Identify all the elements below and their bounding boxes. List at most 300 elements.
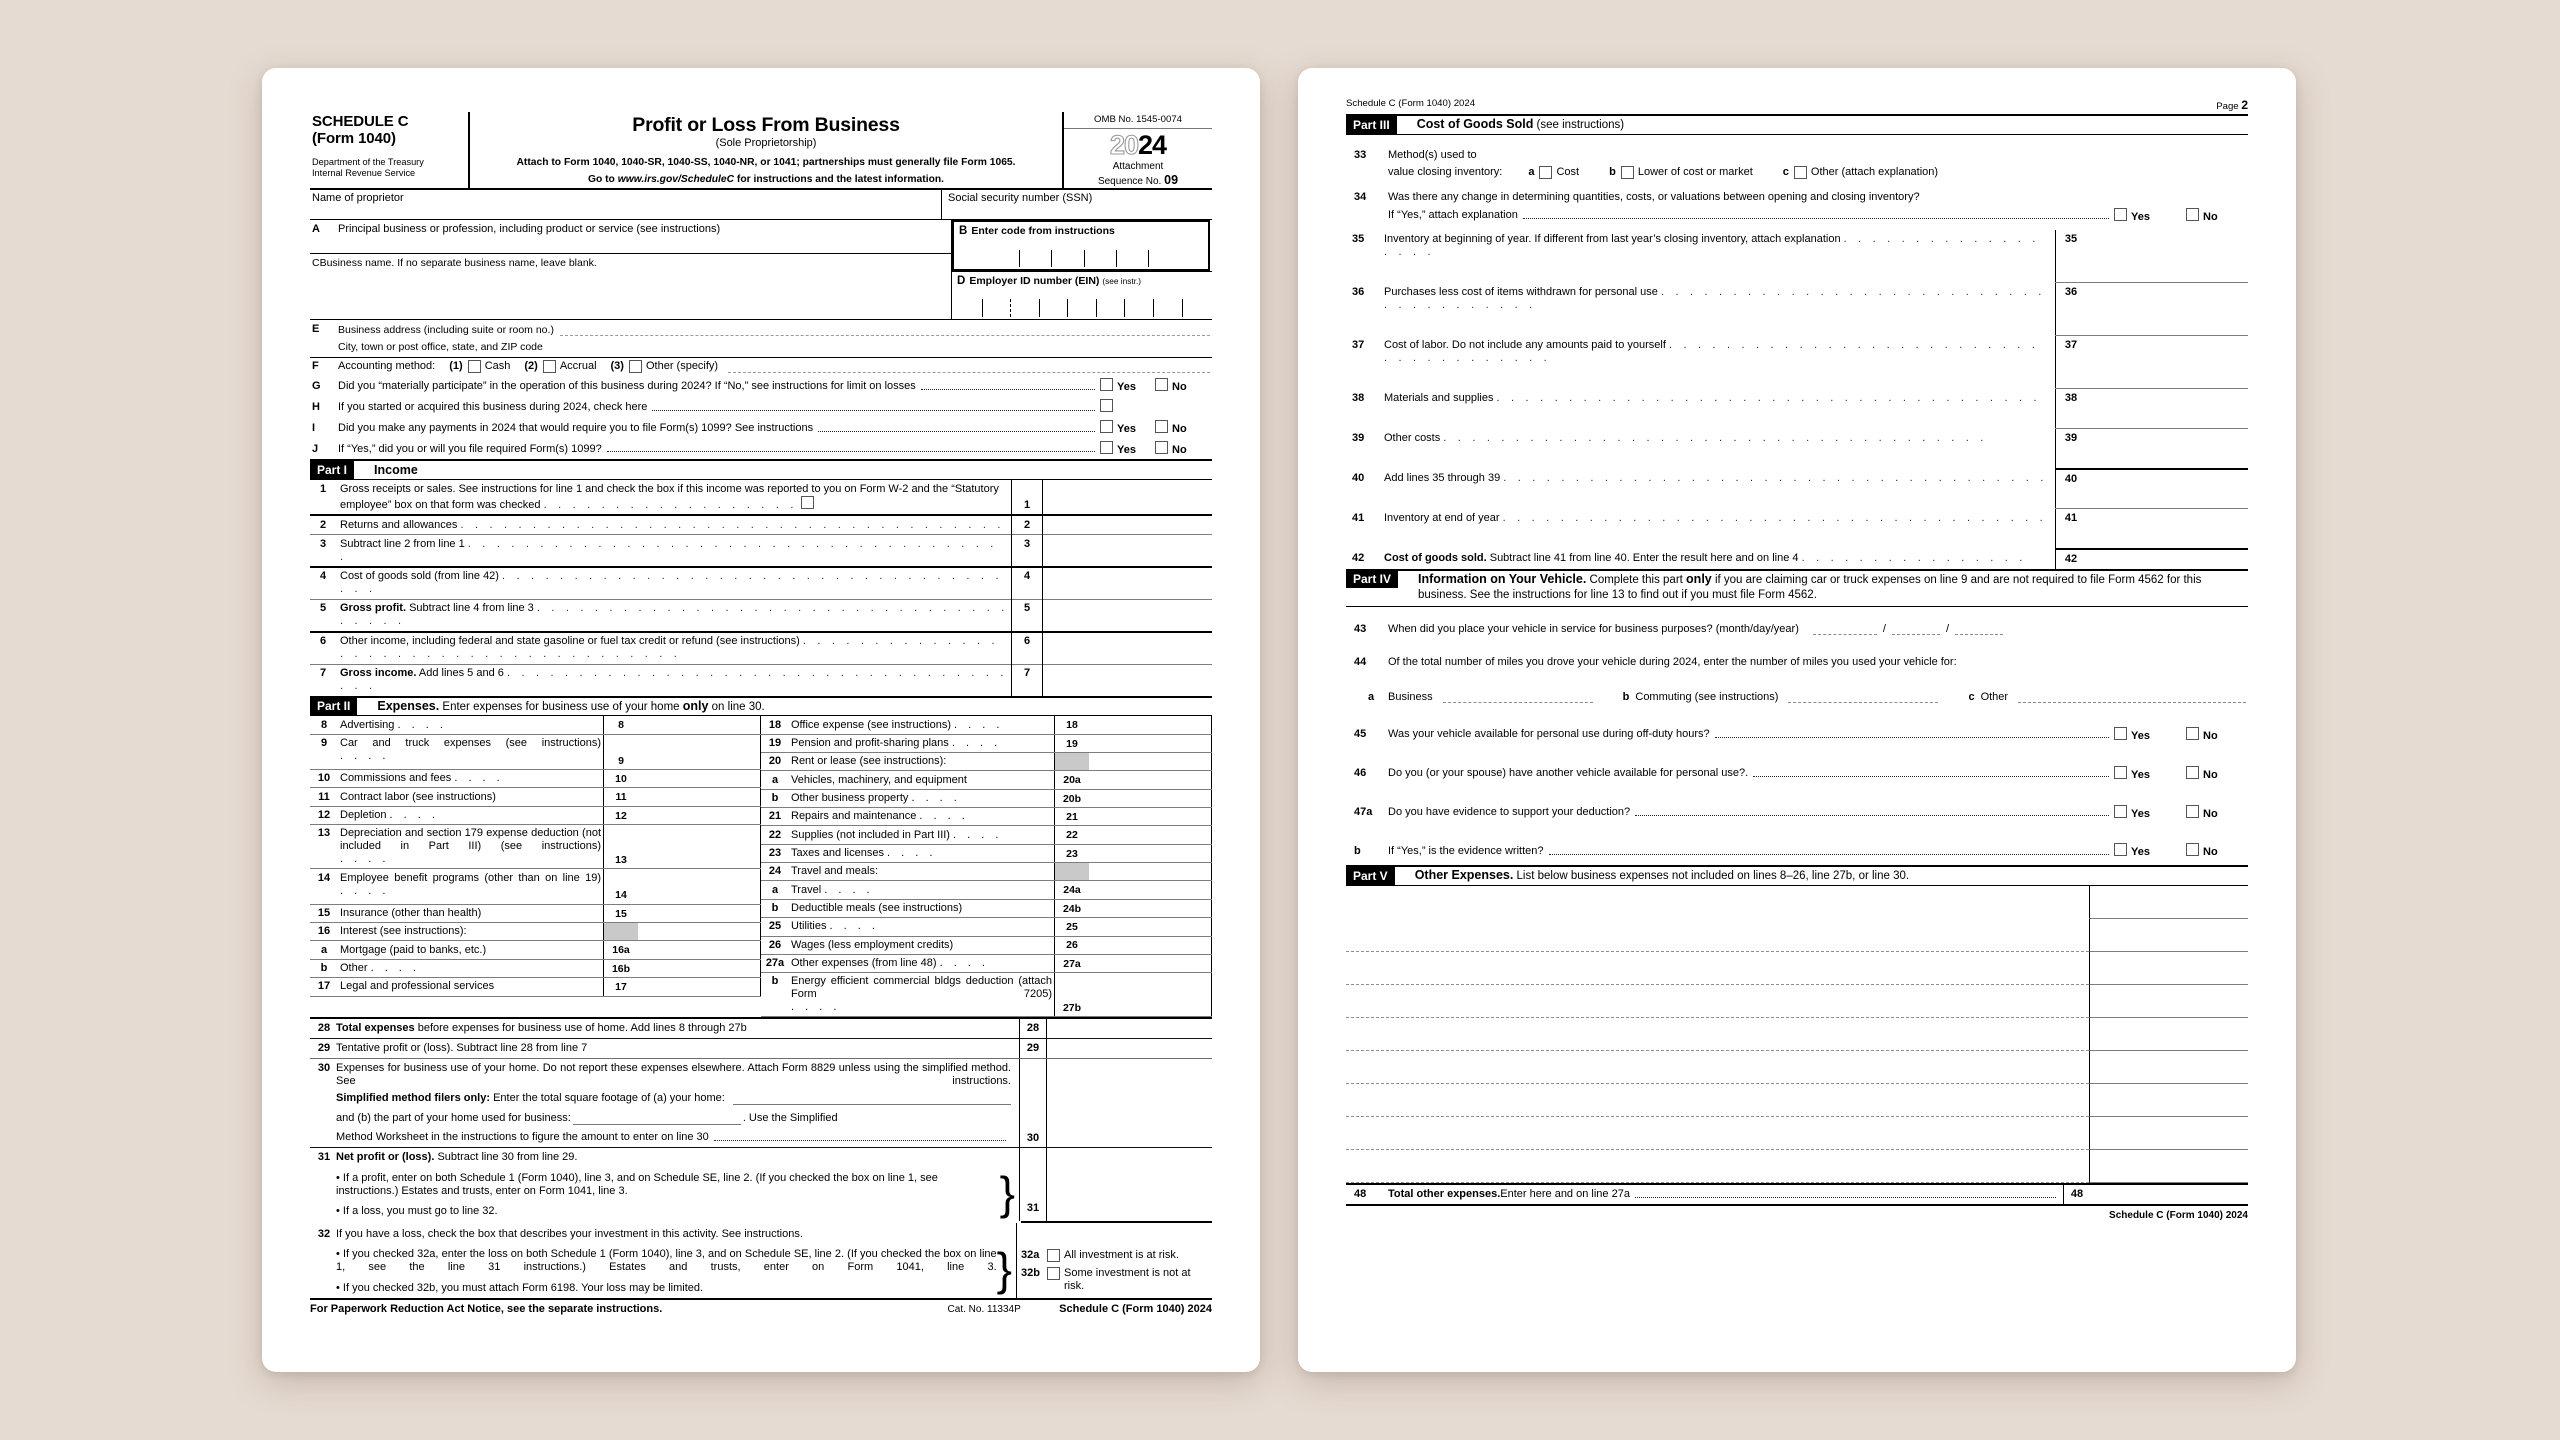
cogs-row-amount-field[interactable] xyxy=(2086,389,2248,429)
other-expense-description-input[interactable] xyxy=(1346,886,2089,919)
commuting-miles-input[interactable] xyxy=(1788,691,1938,703)
line-32-bullet-2: • If you checked 32b, you must attach Form 6198. Your loss may be limited. xyxy=(336,1282,704,1295)
other-expense-entry-row[interactable] xyxy=(1346,1018,2248,1051)
expense-row-left xyxy=(310,806,761,824)
other-expense-description-input[interactable] xyxy=(1346,1150,2089,1183)
income-row-amount-field[interactable] xyxy=(1043,515,1213,534)
other-expense-entry-row[interactable] xyxy=(1346,1150,2248,1183)
other-expense-amount-input[interactable] xyxy=(2089,1117,2248,1150)
item-f-opt3-num: (3) xyxy=(610,360,624,373)
part-4-title-rest-2: if you are claiming car or truck expenses on line 9 and are not required to file Form 4562 for this business. See the instructions for line 13 to find out if you must file Form 4562. xyxy=(1418,573,2202,602)
income-row-amount-field[interactable] xyxy=(1043,535,1213,567)
part-2-title-bold: Expenses. xyxy=(377,698,440,713)
vehicle-question-row xyxy=(1346,710,2248,749)
other-expense-entry-row[interactable] xyxy=(1346,952,2248,985)
line-34-number: 34 xyxy=(1354,190,1367,203)
accounting-method-accrual-checkbox[interactable] xyxy=(543,360,556,373)
income-row-code: 1 xyxy=(1012,480,1043,515)
income-row-number: 7 xyxy=(310,664,338,696)
accounting-method-other-checkbox[interactable] xyxy=(629,360,642,373)
line-47b-no-checkbox[interactable] xyxy=(2186,843,2199,856)
expense-row-amount-field[interactable] xyxy=(1089,753,1212,771)
item-i-yes-checkbox[interactable] xyxy=(1100,420,1113,433)
expense-row-amount-field[interactable] xyxy=(1089,954,1212,972)
line-44b-label: Commuting (see instructions) xyxy=(1635,690,1779,703)
part-4-title xyxy=(1418,571,2248,606)
expense-row-amount-field[interactable] xyxy=(638,716,761,734)
line-33-text-2: value closing inventory: xyxy=(1388,165,1503,178)
expense-row-left xyxy=(310,904,761,922)
line-31-amount-field[interactable] xyxy=(1047,1148,1212,1221)
expense-row-amount-field[interactable] xyxy=(1089,844,1212,862)
line-43-number: 43 xyxy=(1354,622,1367,635)
expense-row-amount-field[interactable] xyxy=(638,734,761,769)
expense-row-number: 27a xyxy=(761,954,789,972)
abcd-right xyxy=(952,220,1212,319)
header-right-block xyxy=(1064,112,1212,188)
part-1-income-table xyxy=(310,480,1212,697)
expense-row-right xyxy=(761,844,1212,862)
item-b-code-cells[interactable] xyxy=(988,250,1180,267)
item-g-yes-checkbox[interactable] xyxy=(1100,378,1113,391)
other-expense-amount-input[interactable] xyxy=(2089,1051,2248,1084)
name-of-proprietor-field[interactable] xyxy=(310,190,941,219)
expense-row-code: 24a xyxy=(1055,881,1090,899)
form-subtitle: (Sole Proprietorship) xyxy=(715,137,817,149)
line-48-row xyxy=(1346,1185,2248,1204)
expense-row-code: 20b xyxy=(1055,789,1090,807)
part-2-title xyxy=(377,699,764,715)
line-32b-checkbox[interactable] xyxy=(1047,1267,1060,1280)
line-30-b-rest: . Use the Simplified xyxy=(742,1112,838,1125)
expense-row-code: 12 xyxy=(604,806,639,824)
line-31-bullet-2: • If a loss, you must go to line 32. xyxy=(336,1205,498,1218)
other-expense-amount-input[interactable] xyxy=(2089,952,2248,985)
leader-dots xyxy=(1635,1188,2056,1198)
line-31-number: 31 xyxy=(317,1151,331,1164)
expense-row-right xyxy=(761,918,1212,936)
expense-row-code: 15 xyxy=(604,904,639,922)
expense-row-left xyxy=(310,959,761,977)
expense-row-amount-field[interactable] xyxy=(1089,936,1212,954)
line-47b-no-label: No xyxy=(2203,846,2218,859)
dept-line-2: Internal Revenue Service xyxy=(312,167,416,178)
line-44a-letter: a xyxy=(1367,690,1375,703)
line-43-row: 43 When did you place your vehicle in service for business purposes? (month/day/year) / / xyxy=(1346,607,2248,642)
other-expense-entry-row[interactable] xyxy=(1346,919,2248,952)
vehicle-question-row xyxy=(1346,749,2248,788)
expense-row-left xyxy=(310,923,761,941)
income-row-code: 4 xyxy=(1012,567,1043,599)
expense-row-number: b xyxy=(761,899,789,917)
expense-row-left xyxy=(310,941,761,959)
expense-row-number: b xyxy=(761,789,789,807)
page1-footer-right: Schedule C (Form 1040) 2024 xyxy=(1059,1303,1212,1316)
expense-row-number: 11 xyxy=(310,788,338,806)
line-47a-no-checkbox[interactable] xyxy=(2186,805,2199,818)
expense-row-label: Depreciation and section 179 expense deduction (not included in Part III) (see instructions) . . . . xyxy=(338,825,604,869)
cogs-row xyxy=(1346,509,2248,549)
item-f-opt1-num: (1) xyxy=(449,360,463,373)
leader-dots xyxy=(1635,806,2109,816)
income-row-code: 7 xyxy=(1012,664,1043,696)
expense-row-label: Travel . . . . xyxy=(789,881,1055,899)
line-32b-code: 32b xyxy=(1021,1267,1040,1280)
expense-row-code: 27a xyxy=(1055,954,1090,972)
expense-row-amount-field[interactable] xyxy=(638,869,761,904)
item-e-input-line[interactable] xyxy=(560,323,1210,336)
cogs-row-amount-field[interactable] xyxy=(2086,283,2248,336)
expense-row-amount-field[interactable] xyxy=(1089,771,1212,789)
expense-row-label: Supplies (not included in Part III) . . . . xyxy=(789,826,1055,844)
expense-row-left xyxy=(310,788,761,806)
item-i-label: Did you make any payments in 2024 that would require you to file Form(s) 1099? See instructions xyxy=(338,421,814,434)
expense-row-right xyxy=(761,826,1212,844)
line-34-text-1: Was there any change in determining quantities, costs, or valuations between opening and closing inventory? xyxy=(1388,190,1920,203)
line-30-code-cell xyxy=(1019,1059,1047,1147)
business-square-footage-input[interactable] xyxy=(573,1112,741,1125)
vehicle-question-number: b xyxy=(1354,844,1361,857)
line-34-no-checkbox[interactable] xyxy=(2186,208,2199,221)
cogs-row-number: 37 xyxy=(1352,338,1365,351)
item-a-row[interactable] xyxy=(310,220,951,253)
line-32a-checkbox[interactable] xyxy=(1047,1249,1060,1262)
item-j-no-checkbox[interactable] xyxy=(1155,441,1168,454)
expense-row-amount-field[interactable] xyxy=(1089,863,1212,881)
expense-row-number: 24 xyxy=(761,863,789,881)
expense-row-number: 9 xyxy=(310,734,338,769)
cogs-row-amount-field[interactable] xyxy=(2086,429,2248,469)
expenses-left-table xyxy=(310,716,761,996)
item-j-label: If “Yes,” did you or will you file required Form(s) 1099? xyxy=(338,442,602,455)
line-28-row xyxy=(310,1017,1212,1038)
expense-row-amount-field[interactable] xyxy=(1089,734,1212,752)
expense-row-amount-field[interactable] xyxy=(1089,716,1212,734)
line-29-number: 29 xyxy=(317,1042,331,1055)
other-expense-description-input[interactable] xyxy=(1346,952,2089,985)
cogs-row-label: Purchases less cost of items withdrawn for personal use . . . . . . . . . . . . . . . . . . . . . . . . . . . . . . . . . . . . . . xyxy=(1384,285,2046,311)
schedule-c-page-2 xyxy=(1298,68,2296,1372)
line-45-no-label: No xyxy=(2203,729,2218,742)
income-row-amount-field[interactable] xyxy=(1043,632,1213,664)
part-2-title-only: only xyxy=(682,698,709,713)
expense-row-amount-field[interactable] xyxy=(638,923,761,941)
item-f-opt1-label: Cash xyxy=(484,360,511,373)
irs-url[interactable]: www.irs.gov/ScheduleC xyxy=(617,174,735,186)
item-d-label: Employer ID number (EIN) xyxy=(969,275,1100,288)
cogs-row xyxy=(1346,283,2248,336)
item-d-box[interactable] xyxy=(952,271,1212,319)
expense-row-code: 19 xyxy=(1055,734,1090,752)
other-expense-entry-row[interactable] xyxy=(1346,886,2248,919)
catalog-number: Cat. No. 11334P xyxy=(947,1304,1021,1316)
schedule-c-page-1 xyxy=(262,68,1260,1372)
cogs-row-amount-field[interactable] xyxy=(2086,469,2248,509)
line-44c-letter: c xyxy=(1968,690,1975,703)
expense-row-number: 23 xyxy=(761,844,789,862)
abcd-left xyxy=(310,220,952,319)
expense-row-code: 25 xyxy=(1055,918,1090,936)
item-a-label: Principal business or profession, including product or service (see instructions) xyxy=(338,223,721,236)
line-33-c-label: Other (attach explanation) xyxy=(1810,165,1939,178)
line-30-text: Expenses for business use of your home. Do not report these expenses elsewhere. Attach Form 8829 unless using the simplified method. See instructions. xyxy=(336,1062,1011,1088)
part-5-banner xyxy=(1346,865,2248,886)
line-34-yes-checkbox[interactable] xyxy=(2114,208,2127,221)
expense-row-code: 24b xyxy=(1055,899,1090,917)
other-expense-amount-input[interactable] xyxy=(2089,985,2248,1018)
item-g-no-checkbox[interactable] xyxy=(1155,378,1168,391)
vehicle-question-row xyxy=(1346,826,2248,865)
part-4-title-only: only xyxy=(1686,571,1712,586)
other-expense-amount-input[interactable] xyxy=(2089,1018,2248,1051)
expense-row-amount-field[interactable] xyxy=(638,978,761,996)
part-3-banner xyxy=(1346,114,2248,135)
other-expense-amount-input[interactable] xyxy=(2089,886,2248,919)
expense-row-code: 10 xyxy=(604,770,639,788)
item-c-letter: C xyxy=(312,257,320,270)
item-d-ein-cells[interactable] xyxy=(954,299,1210,317)
other-expense-entry-row[interactable] xyxy=(1346,1117,2248,1150)
line-30-c-text: Method Worksheet in the instructions to figure the amount to enter on line 30 xyxy=(336,1131,709,1144)
cogs-row-label: Other costs . . . . . . . . . . . . . . . . . . . . . . . . . . . . . . . . . . . . . . xyxy=(1384,431,1988,444)
expense-row-number: 21 xyxy=(761,808,789,826)
expense-row-number: 16 xyxy=(310,923,338,941)
expense-row-number: 14 xyxy=(310,869,338,904)
home-square-footage-input[interactable] xyxy=(733,1092,1011,1105)
part-4-banner xyxy=(1346,569,2248,607)
item-g-yes-label: Yes xyxy=(1117,381,1136,394)
line-46-no-checkbox[interactable] xyxy=(2186,766,2199,779)
income-row-number: 2 xyxy=(310,515,338,534)
expense-row-amount-field[interactable] xyxy=(1089,808,1212,826)
expense-row-label: Other . . . . xyxy=(338,959,604,977)
cogs-row xyxy=(1346,230,2248,283)
line-45-yes-checkbox[interactable] xyxy=(2114,727,2127,740)
ssn-field[interactable] xyxy=(941,190,1212,219)
part-2-tag: Part II xyxy=(310,698,357,716)
expense-row-amount-field[interactable] xyxy=(1089,899,1212,917)
expense-row-amount-field[interactable] xyxy=(638,959,761,977)
expense-row-label: Taxes and licenses . . . . xyxy=(789,844,1055,862)
part-3-title xyxy=(1417,117,1624,133)
leader-dots xyxy=(652,401,1095,411)
other-expense-entry-row[interactable] xyxy=(1346,1051,2248,1084)
cogs-row-label: Cost of labor. Do not include any amounts paid to yourself . . . . . . . . . . . . . . . . . . . . . . . . . . . . . . . . . . . . . . xyxy=(1384,338,2040,364)
other-expense-amount-input[interactable] xyxy=(2089,1150,2248,1183)
expense-row-code: 16a xyxy=(604,941,639,959)
expense-row-label: Repairs and maintenance . . . . xyxy=(789,808,1055,826)
expense-row-label: Insurance (other than health) xyxy=(338,904,604,922)
leader-dots xyxy=(1753,767,2109,777)
business-miles-input[interactable] xyxy=(1443,691,1593,703)
line-43-text: When did you place your vehicle in service for business purposes? (month/day/year) xyxy=(1388,622,1799,635)
cogs-row-code: 35 xyxy=(2056,230,2087,283)
leader-dots xyxy=(714,1131,1006,1141)
other-expense-amount-input[interactable] xyxy=(2089,919,2248,952)
line-46-no-label: No xyxy=(2203,768,2218,781)
line-48-code: 48 xyxy=(2063,1185,2090,1204)
cogs-row-label: Cost of goods sold. Subtract line 41 from line 40. Enter the result here and on line 4 . . . . . . . . . . . . . . . . xyxy=(1384,551,2027,564)
leader-dots xyxy=(1549,845,2109,855)
other-expense-description-input[interactable] xyxy=(1346,1117,2089,1150)
tax-year-suffix: 24 xyxy=(1138,130,1167,161)
line-48-amount-field[interactable] xyxy=(2090,1185,2248,1204)
page2-header xyxy=(1346,98,2248,114)
expense-row-number: 25 xyxy=(761,918,789,936)
part-4-questions xyxy=(1346,710,2248,866)
part-1-title: Income xyxy=(374,462,418,477)
vehicle-service-month-input[interactable] xyxy=(1813,623,1877,635)
other-expense-amount-input[interactable] xyxy=(2089,1084,2248,1117)
line-30-code: 30 xyxy=(1026,1132,1040,1145)
cogs-row-label: Materials and supplies . . . . . . . . . . . . . . . . . . . . . . . . . . . . . . . . . . . . . . xyxy=(1384,391,2041,404)
expense-row-label: Commissions and fees . . . . xyxy=(338,770,604,788)
item-e-row[interactable] xyxy=(310,319,1212,338)
expense-row-right xyxy=(761,789,1212,807)
part-5-title-bold: Other Expenses. xyxy=(1414,868,1514,883)
line-28-text: before expenses for business use of home. Add lines 8 through 27b xyxy=(414,1022,747,1035)
part-1-banner xyxy=(310,459,1212,480)
line-44a-label: Business xyxy=(1388,690,1433,703)
line-31-bold: Net profit or (loss). xyxy=(336,1151,435,1164)
item-b-label: Enter code from instructions xyxy=(971,225,1115,238)
inventory-method-lower-checkbox[interactable] xyxy=(1621,166,1634,179)
expense-row-label: Vehicles, machinery, and equipment xyxy=(789,771,1055,789)
expense-row-right xyxy=(761,899,1212,917)
item-e-letter: E xyxy=(312,323,320,336)
item-b-box[interactable] xyxy=(952,220,1210,271)
expense-row-label: Energy efficient commercial bldgs deduction (attach Form 7205) . . . . xyxy=(789,973,1055,1017)
line-30-amount-field[interactable] xyxy=(1047,1059,1212,1147)
other-expense-description-input[interactable] xyxy=(1346,1051,2089,1084)
inventory-method-cost-checkbox[interactable] xyxy=(1539,166,1552,179)
expense-row-code: 11 xyxy=(604,788,639,806)
income-row xyxy=(310,567,1212,599)
expense-row-amount-field[interactable] xyxy=(1089,881,1212,899)
expense-row-amount-field[interactable] xyxy=(638,788,761,806)
line-46-yes-checkbox[interactable] xyxy=(2114,766,2127,779)
cogs-row xyxy=(1346,549,2248,569)
item-c-row[interactable] xyxy=(310,253,951,286)
accounting-method-other-input[interactable] xyxy=(728,360,1210,373)
cogs-row-amount-field[interactable] xyxy=(2086,549,2248,569)
cogs-row-code: 37 xyxy=(2056,336,2087,389)
income-row-amount-field[interactable] xyxy=(1043,480,1213,515)
line-47a-yes-label: Yes xyxy=(2131,807,2150,820)
line-33-a-letter: a xyxy=(1528,165,1535,178)
item-h-letter: H xyxy=(312,400,320,413)
expense-row-number: a xyxy=(310,941,338,959)
form-header xyxy=(310,112,1212,188)
expense-row-label: Car and truck expenses (see instructions) . . . . xyxy=(338,734,604,769)
line-33-text-1: Method(s) used to xyxy=(1388,148,1477,161)
line-29-code: 29 xyxy=(1019,1039,1047,1058)
line-47b-yes-checkbox[interactable] xyxy=(2114,843,2127,856)
vehicle-service-year-input[interactable] xyxy=(1955,623,2003,635)
header-center-block xyxy=(470,112,1064,188)
expense-row-amount-field[interactable] xyxy=(638,770,761,788)
expense-row-amount-field[interactable] xyxy=(1089,826,1212,844)
line-44-abc-row xyxy=(1346,675,2248,710)
income-row-amount-field[interactable] xyxy=(1043,567,1213,599)
cogs-row xyxy=(1346,429,2248,469)
ssn-label: Social security number (SSN) xyxy=(948,192,1093,205)
item-e-city-row[interactable] xyxy=(310,338,1212,356)
line-28-amount-field[interactable] xyxy=(1047,1019,1212,1038)
line-28-code: 28 xyxy=(1019,1019,1047,1038)
inventory-method-other-checkbox[interactable] xyxy=(1794,166,1807,179)
expense-row-amount-field[interactable] xyxy=(1089,789,1212,807)
line-32a-label: All investment is at risk. xyxy=(1064,1249,1179,1262)
part-4-title-rest-1: Complete this part xyxy=(1586,573,1687,586)
vehicle-question-label: Do you (or your spouse) have another vehicle available for personal use?. xyxy=(1388,767,1749,780)
line-32a-code: 32a xyxy=(1021,1249,1040,1262)
vehicle-service-day-input[interactable] xyxy=(1892,623,1940,635)
other-expense-entry-row[interactable] xyxy=(1346,1084,2248,1117)
item-h-label: If you started or acquired this business during 2024, check here xyxy=(338,400,648,413)
cogs-row-amount-field[interactable] xyxy=(2086,336,2248,389)
part-2-title-end: on line 30. xyxy=(708,700,765,713)
accounting-method-cash-checkbox[interactable] xyxy=(468,360,481,373)
income-row xyxy=(310,632,1212,664)
other-expense-description-input[interactable] xyxy=(1346,919,2089,952)
income-row-code: 2 xyxy=(1012,515,1043,534)
form-main-title: Profit or Loss From Business xyxy=(632,114,900,136)
expense-row-amount-field[interactable] xyxy=(1089,918,1212,936)
cogs-row-number: 42 xyxy=(1352,551,1365,564)
line-32-text: If you have a loss, check the box that describes your investment in this activity. See instructions. xyxy=(336,1228,803,1241)
line-30-row xyxy=(310,1059,1212,1147)
line-47a-yes-checkbox[interactable] xyxy=(2114,805,2127,818)
expense-row-amount-field[interactable] xyxy=(638,941,761,959)
expenses-right-table xyxy=(761,716,1212,1017)
other-expense-entry-row[interactable] xyxy=(1346,985,2248,1018)
cogs-row-amount-field[interactable] xyxy=(2086,230,2248,283)
item-j-yes-checkbox[interactable] xyxy=(1100,441,1113,454)
page1-footer xyxy=(310,1298,1212,1316)
expense-row-amount-field[interactable] xyxy=(638,825,761,869)
other-expense-description-input[interactable] xyxy=(1346,985,2089,1018)
item-j-no-label: No xyxy=(1172,444,1187,456)
other-expense-description-input[interactable] xyxy=(1346,1018,2089,1051)
expense-row-code: 8 xyxy=(604,716,639,734)
expense-row-amount-field[interactable] xyxy=(1089,973,1212,1017)
line-29-amount-field[interactable] xyxy=(1047,1039,1212,1058)
statutory-employee-checkbox[interactable] xyxy=(801,496,814,509)
dept-line-1: Department of the Treasury xyxy=(312,156,424,167)
expense-row-code: 9 xyxy=(604,734,639,769)
cogs-row-number: 35 xyxy=(1352,232,1365,245)
leader-dots xyxy=(607,442,1095,452)
income-row-amount-field[interactable] xyxy=(1043,599,1213,631)
income-row-amount-field[interactable] xyxy=(1043,664,1213,696)
attach-instruction: Attach to Form 1040, 1040-SR, 1040-SS, 1040-NR, or 1041; partnerships must generally file Form 1065. xyxy=(516,156,1016,168)
expense-row-left xyxy=(310,978,761,996)
item-i-no-checkbox[interactable] xyxy=(1155,420,1168,433)
other-miles-input[interactable] xyxy=(2018,691,2246,703)
schedule-form-number: (Form 1040) xyxy=(312,129,396,147)
expense-row-amount-field[interactable] xyxy=(638,806,761,824)
expense-row-amount-field[interactable] xyxy=(638,904,761,922)
line-45-no-checkbox[interactable] xyxy=(2186,727,2199,740)
part-3-title-rest: (see instructions) xyxy=(1533,119,1625,132)
item-d-letter: D xyxy=(957,275,966,288)
item-h-checkbox[interactable] xyxy=(1100,399,1113,412)
page2-footer: Schedule C (Form 1040) 2024 xyxy=(2109,1210,2248,1222)
other-expense-description-input[interactable] xyxy=(1346,1084,2089,1117)
page2-form-body xyxy=(1346,98,2248,1222)
cogs-row-amount-field[interactable] xyxy=(2086,509,2248,549)
